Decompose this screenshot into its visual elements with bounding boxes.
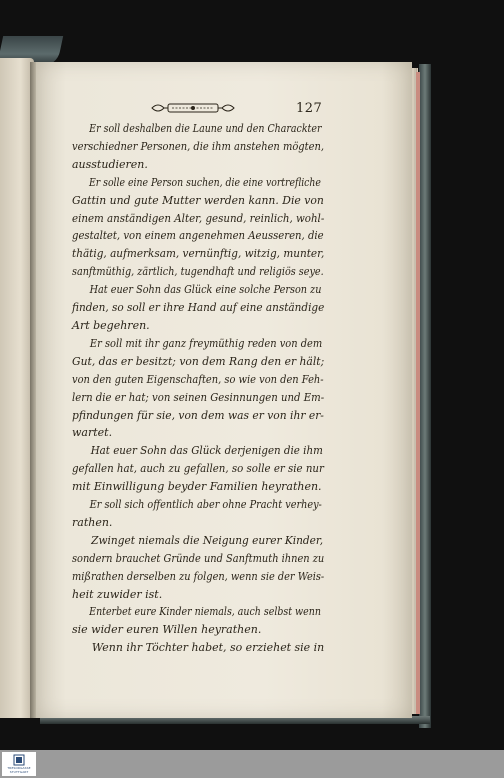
text-line: heit zuwider ist.	[72, 587, 163, 601]
library-logo-mark-icon	[13, 754, 25, 766]
header-ornament-icon	[150, 101, 236, 115]
text-line: Gut, das er besitzt; von dem Rang den er hält;	[72, 354, 325, 368]
text-line: Wenn ihr Töchter habet, so erziehet sie in	[91, 641, 325, 655]
text-line: Enterbet eure Kinder niemals, auch selbst wenn	[89, 605, 321, 619]
text-line: von den guten Eigenschaften, so wie von den Feh-	[72, 372, 324, 386]
text-line: finden, so soll er ihre Hand auf eine anständige	[72, 301, 325, 315]
text-line: sanftmüthig, zärtlich, tugendhaft und religiös seye.	[72, 265, 324, 279]
text-line: wartet.	[72, 426, 113, 440]
text-line: Er soll mit ihr ganz freymüthig reden von dem	[89, 336, 323, 350]
text-line: rathen.	[72, 515, 113, 529]
text-line: Er soll deshalben die Laune und den Charackter	[89, 122, 322, 135]
text-line: sondern brauchet Gründe und Sanftmuth ihnen zu	[72, 551, 325, 565]
text-line: ausstudieren.	[72, 157, 148, 171]
red-page-edge	[416, 72, 420, 714]
book-cover-edge	[419, 64, 431, 728]
text-line: gefallen hat, auch zu gefallen, so solle er sie nur	[72, 462, 324, 476]
left-page-edge	[0, 58, 34, 718]
text-line: thätig, aufmerksam, vernünftig, witzig, munter,	[72, 247, 325, 261]
page-text	[72, 120, 324, 657]
library-logo-text: TRESORGASSE STUTTGART	[7, 766, 31, 774]
library-logo[interactable]	[2, 752, 36, 776]
text-line: mit Einwilligung beyder Familien heyrathen.	[72, 480, 322, 494]
text-line: Er solle eine Person suchen, die eine vortrefliche	[88, 175, 321, 189]
text-line: lern die er hat; von seinen Gesinnungen und Em-	[72, 390, 325, 404]
page-number: 127	[296, 101, 323, 116]
text-line: verschiedner Personen, die ihm anstehen mögten,	[72, 139, 325, 153]
text-line: pfindungen für sie, von dem was er von ihr er-	[72, 408, 324, 422]
text-line: sie wider euren Willen heyrathen.	[72, 623, 262, 637]
text-line: einem anständigen Alter, gesund, reinlich, wohl-	[72, 211, 325, 225]
viewer-footer-bar	[0, 750, 504, 778]
text-line: Hat euer Sohn das Glück eine solche Person zu	[89, 283, 322, 297]
text-line: Hat euer Sohn das Glück derjenigen die ihm	[90, 444, 323, 458]
text-line: Gattin und gute Mutter werden kann. Die von	[72, 193, 324, 207]
text-line: Zwinget niemals die Neigung eurer Kinder,	[91, 533, 324, 547]
text-line: gestaltet, von einem angenehmen Aeusseren, die	[72, 229, 324, 243]
text-line: Er soll sich offentlich aber ohne Pracht verhey-	[89, 498, 322, 512]
text-line: mißrathen derselben zu folgen, wenn sie der Weis-	[72, 569, 325, 583]
text-line: Art begehren.	[72, 318, 150, 332]
